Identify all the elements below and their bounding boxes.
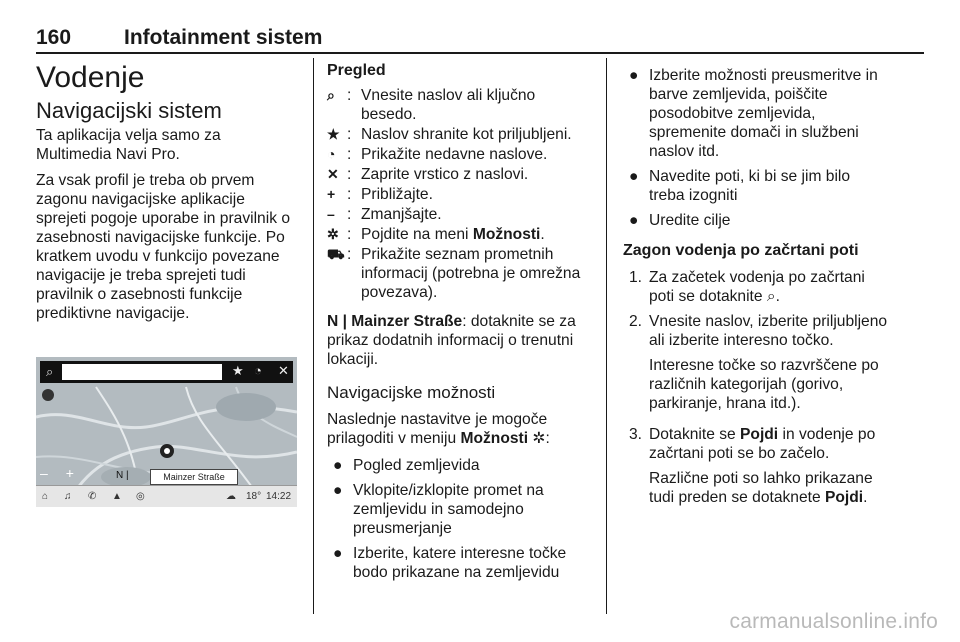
column-1 (36, 60, 298, 330)
header-rule (36, 52, 924, 54)
watermark: carmanualsonline.info (729, 610, 938, 633)
traffic-icon: ⛟ (327, 246, 345, 262)
overview-item: ✕ : Zaprite vrstico z naslovi. (327, 166, 529, 183)
section-title: Vodenje (36, 61, 145, 94)
list-item: ● Izberite možnosti preusmeritve in barve zemljevida, poiščite posodobitve zemljevida, spremenite domači in službeni naslov itd. (629, 67, 878, 160)
overview-item: ◔ : Prikažite nedavne naslove. (327, 146, 548, 163)
list-item: ● Pogled zemljevida (333, 457, 480, 474)
star-icon: ★ (327, 126, 340, 142)
weather-icon: ☁ (226, 491, 236, 502)
screenshot-search-bar (40, 361, 293, 383)
music-icon: ♫ (64, 491, 72, 502)
column-divider-1 (313, 58, 314, 614)
overview-item: – : Zmanjšajte. (327, 206, 442, 223)
list-item: ● Vklopite/izklopite promet na zemljevidu in samodejno preusmerjanje (333, 482, 544, 537)
settings-icon: ✲ (327, 226, 339, 242)
recent-icon: ◔ (327, 146, 336, 162)
screenshot-street-label: Mainzer Straße (150, 469, 238, 485)
search-icon: ⌕ (46, 364, 54, 379)
column-3 (623, 66, 889, 519)
overview-heading: Pregled (327, 62, 386, 79)
options-list (327, 456, 595, 582)
profile-paragraph: Za vsak profil je treba ob prvem zagonu navigacijske aplikacije sprejeti pogoje uporabe in pravilnik o zasebnosti navigacijske funkcije. Po kratkem uvodu v funkcijo povezane navigacije je treba sprejeti tudi pravilnik o zasebnosti funkcije prediktivne navigacije. (36, 172, 290, 322)
navigation-icon: ▲ (112, 491, 122, 502)
column-divider-2 (606, 58, 607, 614)
status-temperature: 18° (246, 491, 262, 502)
list-item: ● Navedite poti, ki bi se jim bilo treba izogniti (629, 168, 851, 204)
zoom-out-icon: – (327, 206, 335, 222)
chapter-title: Infotainment sistem (124, 26, 323, 49)
options-intro: Naslednje nastavitve je mogoče prilagoditi v meniju Možnosti ✲: (327, 411, 550, 447)
overview-list (327, 86, 595, 302)
phone-icon: ✆ (88, 491, 97, 502)
options-list-continued (623, 66, 889, 230)
overview-item: ⌕ : Vnesite naslov ali ključno besedo. (327, 87, 536, 123)
search-icon: ⌕ (327, 87, 335, 103)
list-item: ● Uredite cilje (629, 212, 731, 229)
location-paragraph: N | Mainzer Straße: dotaknite se za prikaz dodatnih informacij o trenutni lokaciji. (327, 313, 576, 368)
close-icon: ✕ (327, 166, 339, 182)
overview-item: ⛟ : Prikažite seznam prometnih informacij (potrebna je omrežna povezava). (327, 246, 581, 301)
subsection-title: Navigacijski sistem (36, 98, 222, 123)
status-time: 14:22 (266, 491, 292, 502)
navigation-screenshot (36, 357, 297, 507)
overview-item: ✲ : Pojdite na meni Možnosti. (327, 226, 545, 243)
recent-icon: ◔ (254, 363, 262, 378)
list-item: ● Izberite, katere interesne točke bodo prikazane na zemljevidu (333, 545, 567, 581)
zoom-out-icon: – (40, 465, 48, 481)
zoom-in-icon: + (327, 186, 336, 202)
route-guidance-heading: Zagon vodenja po začrtani poti (623, 242, 859, 259)
overview-item: ★ : Naslov shranite kot priljubljeni. (327, 126, 572, 143)
apps-icon: ◎ (136, 491, 145, 502)
zoom-in-icon: + (65, 465, 74, 481)
step-item: 2. Vnesite naslov, izberite priljubljeno ali izberite interesno točko. Interesne točke so razvrščene po različnih kategorijah (gorivo, parkiranje, hrana itd.). (629, 313, 888, 412)
intro-paragraph: Ta aplikacija velja samo za Multimedia Navi Pro. (36, 127, 221, 163)
screenshot-zoom-controls (40, 465, 84, 483)
page-header (36, 20, 924, 54)
step-item: 3. Dotaknite se Pojdi in vodenje po začrtani poti se bo začelo. Različne poti so lahko prikazane tudi preden se dotaknete Pojdi. (629, 426, 876, 506)
page-number: 160 (36, 26, 72, 49)
star-icon: ★ (232, 363, 244, 378)
route-steps (623, 268, 889, 513)
screenshot-search-field (62, 364, 222, 380)
screenshot-direction: N | (116, 470, 129, 481)
home-icon: ⌂ (42, 491, 49, 502)
options-heading: Navigacijske možnosti (327, 383, 496, 402)
screenshot-status-bar (36, 485, 297, 507)
column-2 (327, 60, 595, 592)
step-item: 1. Za začetek vodenja po začrtani poti se dotaknite ⌕. (629, 269, 865, 305)
overview-item: + : Približajte. (327, 186, 433, 203)
close-icon: ✕ (278, 363, 289, 378)
